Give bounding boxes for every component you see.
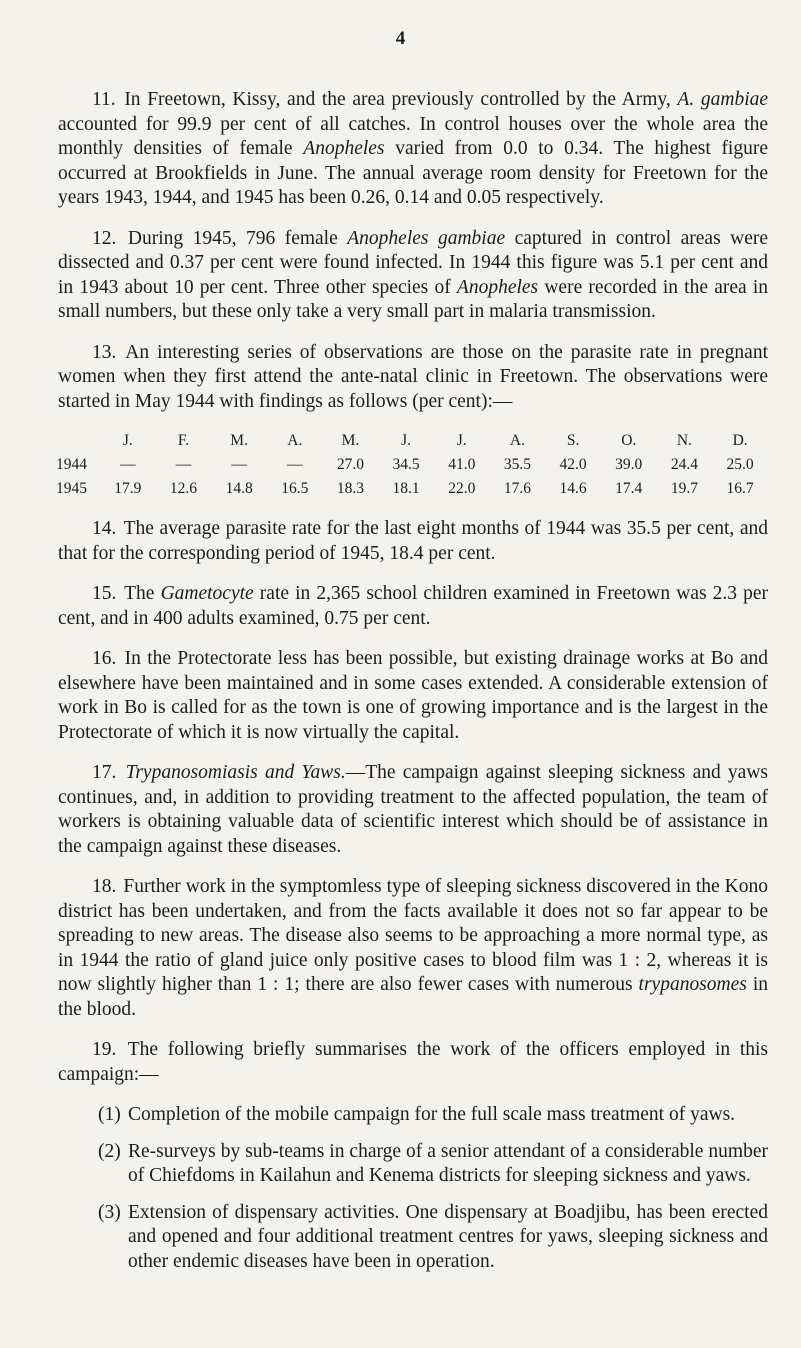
paragraph-number: 13. bbox=[92, 341, 117, 363]
table-cell: 19.7 bbox=[670, 480, 698, 497]
paragraph-17: 17. Trypanosomiasis and Yaws.—The campaign against sleeping sickness and yaws continues, and, in addition to providing treatment to the affected population, the team of workers is obtaining valuable data of scientific interest which should be of assistance in the campaign against these diseases. bbox=[58, 762, 768, 857]
list-item: (2) Re-surveys by sub-teams in charge of a senior attendant of a considerable number of Chiefdoms in Kailahun and Kenema districts for sleeping sickness and yaws. bbox=[98, 1140, 768, 1186]
paragraph-number: 19. bbox=[92, 1039, 117, 1060]
page-number: 4 bbox=[395, 28, 406, 49]
table-cell: 17.9 bbox=[114, 480, 142, 497]
month-header: M. bbox=[230, 432, 248, 449]
month-header: F. bbox=[177, 432, 190, 449]
document-body bbox=[58, 88, 768, 1286]
list-item-number: (1) bbox=[98, 1104, 121, 1125]
table-cell: 18.3 bbox=[336, 480, 365, 497]
table-cell: 14.6 bbox=[559, 480, 587, 497]
paragraph-number: 11. bbox=[92, 89, 116, 110]
table-cell: 12.6 bbox=[169, 480, 198, 497]
table-cell: 16.7 bbox=[726, 480, 754, 497]
paragraph-16: 16. In the Protectorate less has been possible, but existing drainage works at Bo and elsewhere have been maintained and in some cases extended. A considerable extension of work in Bo is called for as the town is one of growing importance and is the largest in the Protectorate of which it is now virtually the capital. bbox=[58, 648, 769, 743]
term-gametocyte: Gametocyte bbox=[160, 583, 254, 604]
table-cell: 14.8 bbox=[225, 480, 253, 497]
table-cell: 27.0 bbox=[336, 456, 365, 473]
month-header: S. bbox=[566, 432, 580, 449]
table-row bbox=[56, 477, 768, 501]
paragraph-13: 13. An interesting series of observations are those on the parasite rate in pregnant women when they first attend the ante-natal clinic in Freetown. The observations were started in May 1944 with findings as follows (per cent):— bbox=[58, 341, 768, 412]
paragraph-number: 15. bbox=[92, 583, 117, 604]
table-header-row bbox=[56, 430, 768, 453]
table-cell: 34.5 bbox=[392, 456, 420, 473]
paragraph-number: 17. bbox=[92, 762, 117, 783]
table-corner bbox=[56, 430, 100, 453]
month-header: D. bbox=[732, 432, 748, 449]
table-cell: 17.4 bbox=[615, 480, 643, 497]
year-cell: 1944 bbox=[56, 456, 87, 473]
table-cell: 39.0 bbox=[615, 456, 643, 473]
table-cell: 22.0 bbox=[448, 480, 476, 497]
table-cell: — bbox=[287, 456, 303, 473]
paragraph-18: 18. Further work in the symptomless type of sleeping sickness discovered in the Kono district has been undertaken, and from the facts available it does not so far appear to be spreading to new areas. The disease also seems to be approaching a more normal type, as in 1944 the ratio of gland juice only positive cases to blood film was 1 : 2, whereas it is now slightly higher than 1 : 1; there are also fewer cases with numerous trypanosomes in the blood. bbox=[58, 876, 769, 1020]
section-heading: Trypanosomiasis and Yaws. bbox=[125, 762, 346, 783]
table-cell: 42.0 bbox=[559, 456, 587, 473]
year-cell: 1945 bbox=[56, 480, 87, 497]
table-cell: — bbox=[175, 456, 192, 473]
paragraph-11: 11. In Freetown, Kissy, and the area previously controlled by the Army, A. gambiae accounted for 99.9 per cent of all catches. In control houses over the whole area the monthly densities of female Anopheles varied from 0.0 to 0.34. The highest figure occurred at Brookfields in June. The annual average room density for Freetown for the years 1943, 1944, and 1945 has been 0.26, 0.14 and 0.05 respectively. bbox=[58, 89, 769, 208]
paragraph-15: 15. The Gametocyte rate in 2,365 school children examined in Freetown was 2.3 per cent, and in 400 adults examined, 0.75 per cent. bbox=[58, 583, 769, 629]
month-header: A. bbox=[287, 432, 303, 449]
table-cell: 25.0 bbox=[726, 456, 754, 473]
month-header: M. bbox=[341, 432, 360, 449]
species-name: A. gambiae bbox=[677, 89, 769, 110]
paragraph-19: 19. The following briefly summarises the work of the officers employed in this campaign:— bbox=[58, 1039, 769, 1085]
parasite-rate-table bbox=[56, 430, 768, 501]
table-cell: 17.6 bbox=[503, 480, 531, 497]
list-item-number: (2) bbox=[98, 1140, 121, 1162]
species-name: Anopheles gambiae bbox=[347, 227, 506, 249]
table-cell: 24.4 bbox=[670, 456, 698, 473]
month-header: J. bbox=[122, 432, 133, 449]
month-header: J. bbox=[401, 432, 412, 449]
paragraph-number: 16. bbox=[92, 648, 117, 669]
month-header: N. bbox=[676, 432, 692, 449]
month-header: J. bbox=[456, 432, 467, 449]
genus-name: Anopheles bbox=[456, 276, 539, 298]
table-cell: 16.5 bbox=[281, 480, 309, 497]
paragraph-14: 14. The average parasite rate for the last eight months of 1944 was 35.5 per cent, and that for the corresponding period of 1945, 18.4 per cent. bbox=[58, 518, 768, 564]
month-header: O. bbox=[621, 432, 637, 449]
paragraph-number: 12. bbox=[92, 227, 117, 249]
table-row bbox=[56, 453, 768, 477]
campaign-work-list bbox=[58, 1103, 768, 1274]
genus-name: Anopheles bbox=[303, 138, 385, 159]
table-cell: 35.5 bbox=[503, 456, 531, 473]
table-cell: 41.0 bbox=[448, 456, 476, 473]
paragraph-number: 18. bbox=[92, 876, 117, 897]
paragraph-number: 14. bbox=[92, 518, 117, 539]
table-cell: 18.1 bbox=[392, 480, 420, 497]
table-cell: — bbox=[231, 456, 247, 473]
table-cell: — bbox=[120, 456, 136, 473]
list-item: (3) Extension of dispensary activities. One dispensary at Boadjibu, has been erected and opened and four additional treatment centres for yaws, sleeping sickness and other endemic diseases have been in operation. bbox=[98, 1201, 768, 1272]
month-header: A. bbox=[509, 432, 525, 449]
term-trypanosomes: trypanosomes bbox=[638, 974, 747, 995]
list-item: (1) Completion of the mobile campaign for the full scale mass treatment of yaws. bbox=[98, 1103, 768, 1128]
list-item-number: (3) bbox=[98, 1201, 121, 1223]
paragraph-12: 12. During 1945, 796 female Anopheles gambiae captured in control areas were dissected and 0.37 per cent were found infected. In 1944 this figure was 5.1 per cent and in 1943 about 10 per cent. Three other species of Anopheles were recorded in the area in small numbers, but these only take a very small part in malaria transmission. bbox=[58, 227, 769, 322]
